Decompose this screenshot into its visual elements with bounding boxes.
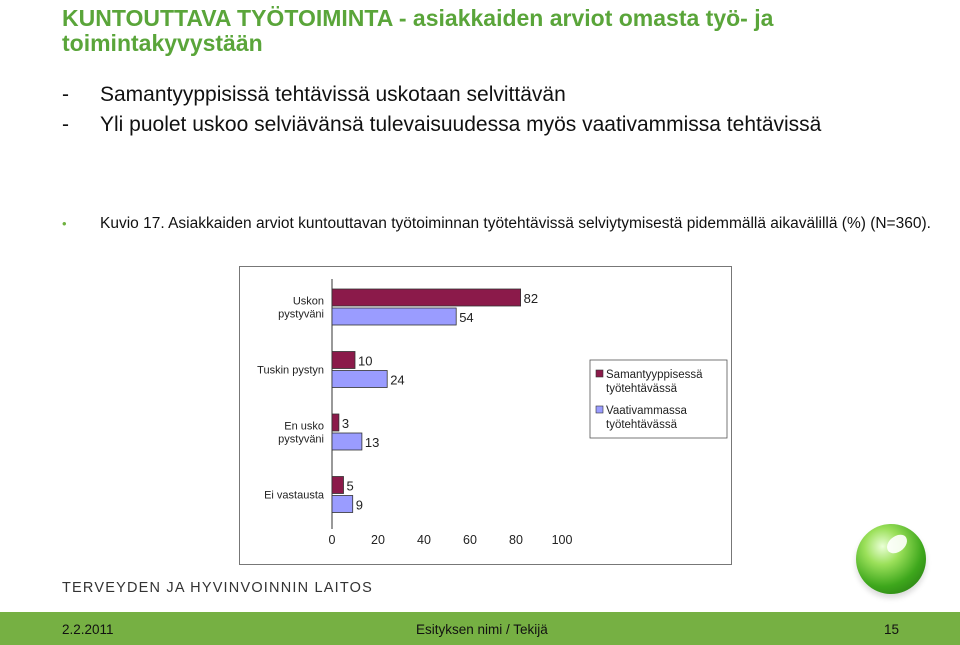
footer-author: Esityksen nimi / Tekijä (416, 622, 548, 637)
bar (332, 289, 521, 306)
bullet-dash: - (62, 83, 69, 106)
category-label: Ei vastausta (264, 489, 324, 502)
category-label: En usko pystyväni (278, 420, 324, 446)
bullet-item (62, 112, 922, 138)
logo-ball-icon (856, 524, 926, 594)
data-label: 82 (523, 291, 539, 306)
legend-swatch (596, 406, 603, 413)
bullet-dash: - (62, 113, 69, 136)
data-label: 13 (364, 435, 380, 450)
bar (332, 477, 344, 494)
caption-bullet: • (62, 216, 67, 231)
data-label: 5 (346, 478, 354, 494)
footer-page-number: 15 (884, 622, 900, 637)
legend-swatch (596, 370, 603, 377)
bullet-list (62, 82, 922, 142)
data-label: 3 (341, 416, 350, 431)
footer-date: 2.2.2011 (62, 622, 114, 637)
x-tick-label: 0 (328, 533, 336, 547)
legend-label: Samantyyppisessä työtehtävässä (606, 369, 703, 395)
x-tick-label: 100 (551, 533, 573, 547)
slide-title: KUNTOUTTAVA TYÖTOIMINTA - asiakkaiden arviot omasta työ- ja toimintakyvystään (62, 5, 774, 56)
organization-name: TERVEYDEN JA HYVINVOINNIN LAITOS (62, 580, 374, 596)
bar (332, 352, 355, 369)
x-tick-label: 20 (371, 533, 385, 547)
bar-chart-svg (240, 267, 731, 564)
bullet-item (62, 82, 922, 108)
category-label: Uskon pystyväni (278, 295, 324, 321)
bar-chart (239, 266, 732, 565)
data-label: 54 (459, 310, 474, 325)
bar (332, 433, 362, 450)
data-label: 10 (358, 353, 373, 369)
caption-text: Kuvio 17. Asiakkaiden arviot kuntouttavan työtoiminnan työtehtävissä selviytymisestä pidemmällä aikavälillä (%) (N=360). (100, 215, 931, 232)
bar (332, 414, 339, 431)
category-label: Tuskin pystyn (257, 364, 324, 377)
figure-caption (62, 215, 942, 233)
footer-bar (0, 612, 960, 645)
bar (332, 308, 456, 325)
bullet-text: Samantyyppisissä tehtävissä uskotaan selvittävän (100, 83, 566, 106)
bullet-text: Yli puolet uskoo selviävänsä tulevaisuudessa myös vaativammissa tehtävissä (100, 113, 822, 136)
bar (332, 496, 353, 513)
data-label: 9 (355, 497, 363, 513)
x-tick-label: 60 (463, 533, 477, 547)
x-tick-label: 40 (417, 533, 431, 547)
legend-label: Vaativammassa työtehtävässä (606, 405, 687, 431)
x-tick-label: 80 (509, 533, 523, 547)
bar (332, 371, 387, 388)
data-label: 24 (390, 372, 405, 388)
